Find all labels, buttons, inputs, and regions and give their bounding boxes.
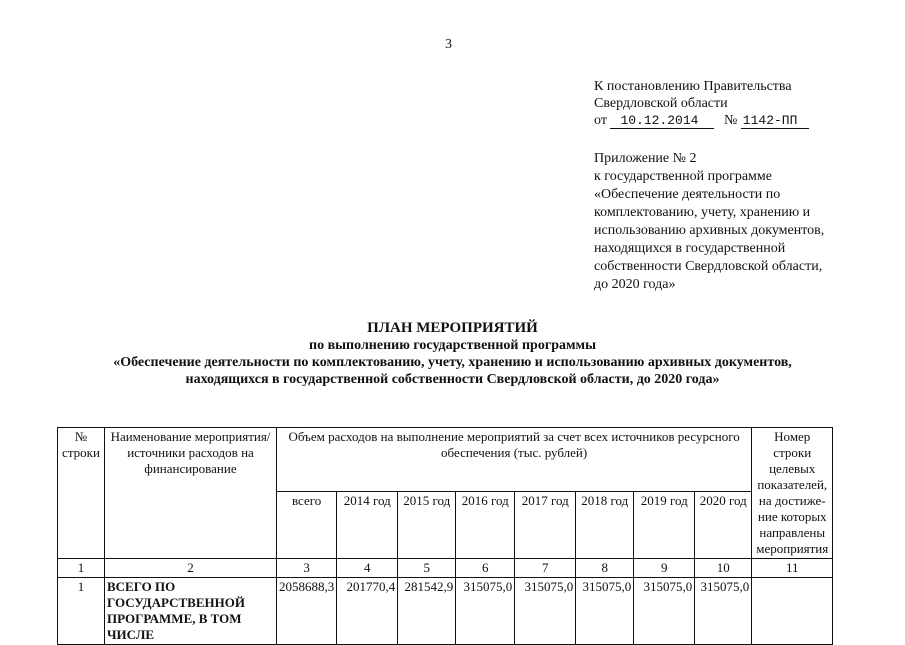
row-value: 315075,0 [695, 578, 752, 645]
header-target: Номер строки целевых показателей, на достиже- ние которых направлены мероприятия [752, 428, 833, 559]
table-row [58, 578, 833, 645]
row-value: 281542,9 [398, 578, 456, 645]
row-value: 2058688,3 [277, 578, 337, 645]
row-no: 1 [58, 578, 105, 645]
column-number: 6 [456, 559, 515, 578]
appendix-line: использованию архивных документов, [594, 223, 825, 238]
header-year: всего [277, 492, 337, 559]
table-header-row [58, 428, 833, 492]
column-number: 10 [695, 559, 752, 578]
header-year: 2017 год [515, 492, 576, 559]
header-year: 2016 год [456, 492, 515, 559]
column-number: 4 [337, 559, 398, 578]
appendix-reference [594, 150, 864, 294]
column-number-row [58, 559, 833, 578]
column-number: 8 [576, 559, 634, 578]
plan-title [0, 320, 905, 388]
appendix-line: к государственной программе [594, 169, 772, 184]
row-value: 315075,0 [515, 578, 576, 645]
row-target [752, 578, 833, 645]
header-year: 2018 год [576, 492, 634, 559]
row-value: 201770,4 [337, 578, 398, 645]
resolution-date: 10.12.2014 [610, 114, 714, 129]
resolution-line-2: Свердловской области [594, 96, 728, 111]
header-year: 2015 год [398, 492, 456, 559]
number-prefix: № [723, 113, 738, 128]
plan-table [57, 427, 833, 645]
resolution-line-1: К постановлению Правительства [594, 79, 792, 94]
column-number: 3 [277, 559, 337, 578]
header-volume: Объем расходов на выполнение мероприятий за счет всех источников ресурсного обеспечения (тыс. рублей) [277, 428, 752, 492]
header-year: 2014 год [337, 492, 398, 559]
appendix-line: Приложение № 2 [594, 151, 697, 166]
header-row-no: № строки [58, 428, 105, 559]
row-value: 315075,0 [576, 578, 634, 645]
column-number: 9 [634, 559, 695, 578]
column-number: 11 [752, 559, 833, 578]
row-name: ВСЕГО ПО ГОСУДАРСТВЕННОЙ ПРОГРАММЕ, В ТОМ ЧИСЛЕ [105, 578, 277, 645]
column-number: 2 [105, 559, 277, 578]
title-line-1: ПЛАН МЕРОПРИЯТИЙ [367, 320, 538, 336]
column-number: 1 [58, 559, 105, 578]
column-number: 5 [398, 559, 456, 578]
appendix-line: до 2020 года» [594, 277, 676, 292]
resolution-number: 1142-ПП [741, 114, 809, 129]
appendix-line: комплектованию, учету, хранению и [594, 205, 811, 220]
header-name: Наименование мероприятия/ источники расходов на финансирование [105, 428, 277, 559]
title-line-2: по выполнению государственной программы [309, 338, 596, 353]
appendix-line: «Обеспечение деятельности по [594, 187, 781, 202]
title-line-4: находящихся в государственной собственности Свердловской области, до 2020 года» [185, 372, 720, 387]
header-year: 2020 год [695, 492, 752, 559]
appendix-line: собственности Свердловской области, [594, 259, 823, 274]
resolution-reference [594, 78, 809, 129]
date-prefix: от [594, 113, 607, 128]
header-year: 2019 год [634, 492, 695, 559]
resolution-date-line [594, 112, 809, 129]
row-value: 315075,0 [456, 578, 515, 645]
title-line-3: «Обеспечение деятельности по комплектованию, учету, хранению и использованию архивных документов, [113, 355, 792, 370]
appendix-line: находящихся в государственной [594, 241, 786, 256]
column-number: 7 [515, 559, 576, 578]
row-value: 315075,0 [634, 578, 695, 645]
page-number: 3 [445, 37, 452, 52]
